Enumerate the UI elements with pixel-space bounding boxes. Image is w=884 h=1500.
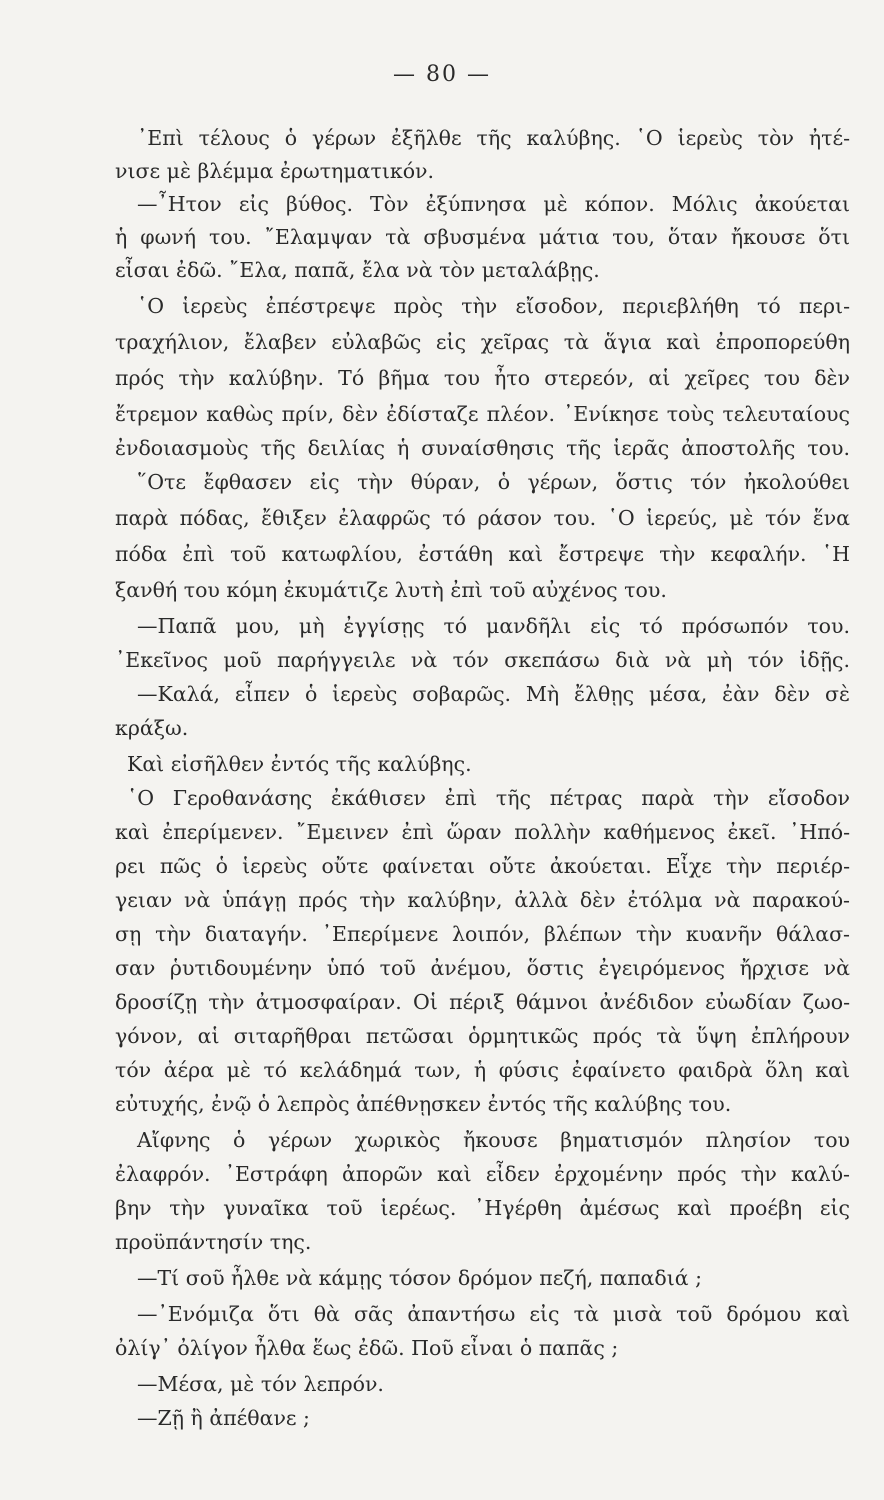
text-line: Καὶ εἰσῆλθεν ἐντός τῆς καλύβης. [127, 752, 472, 776]
text-line: καὶ ἐπερίμενεν. ῎Εμεινεν ἐπὶ ὥραν πολλὴν καθήμενος ἐκεῖ. ᾿Ηπό- [115, 820, 850, 844]
text-line: ὀλίγ᾿ ὀλίγον ἦλθα ἕως ἐδῶ. Ποῦ εἶναι ὁ παπᾶς ; [115, 1336, 619, 1360]
text-line: ῞Οτε ἔφθασεν εἰς τὴν θύραν, ὁ γέρων, ὅστις τόν ἠκολούθει [137, 470, 850, 494]
text-line: παρὰ πόδας, ἔθιξεν ἐλαφρῶς τό ράσον του. ῾Ο ἱερεύς, μὲ τόν ἕνα [115, 506, 850, 530]
text-line: ἐλαφρόν. ᾿Εστράφη ἀπορῶν καὶ εἶδεν ἐρχομένην πρός τὴν καλύ- [115, 1162, 850, 1186]
text-line: ξανθή του κόμη ἐκυμάτιζε λυτὴ ἐπὶ τοῦ αὐχένος του. [115, 578, 667, 602]
page-number: — 80 — [393, 62, 491, 87]
text-line: τραχήλιον, ἔλαβεν εὐλαβῶς εἰς χεῖρας τὰ ἅγια καὶ ἐπροπορεύθη [115, 330, 850, 354]
text-line: σῃ τὴν διαταγήν. ᾿Επερίμενε λοιπόν, βλέπων τὴν κυανῆν θάλασ- [115, 922, 850, 946]
text-line: γειαν νὰ ὑπάγῃ πρός τὴν καλύβην, ἀλλὰ δὲν ἐτόλμα νὰ παρακού- [115, 888, 850, 912]
text-line: πρός τὴν καλύβην. Τό βῆμα του ἦτο στερεόν, αἱ χεῖρες του δὲν [115, 366, 850, 390]
text-line: —᾿Ενόμιζα ὅτι θὰ σᾶς ἀπαντήσω εἰς τὰ μισὰ τοῦ δρόμου καὶ [137, 1302, 850, 1326]
text-line: ῾Ο Γεροθανάσης ἐκάθισεν ἐπὶ τῆς πέτρας παρὰ τὴν εἴσοδον [127, 786, 850, 810]
text-line: ᾿Επὶ τέλους ὁ γέρων ἐξῆλθε τῆς καλύβης. ῾Ο ἱερεὺς τὸν ἠτέ- [137, 126, 850, 150]
text-line: ῾Ο ἱερεὺς ἐπέστρεψε πρὸς τὴν εἴσοδον, περιεβλήθη τό περι- [137, 294, 850, 318]
text-line: κράξω. [115, 716, 189, 740]
text-line: —Παπᾶ μου, μὴ ἐγγίσῃς τό μανδῆλι εἰς τό πρόσωπόν του. [137, 614, 850, 638]
text-line: ἐνδοιασμοὺς τῆς δειλίας ἡ συναίσθησις τῆς ἱερᾶς ἀποστολῆς του. [115, 436, 850, 460]
text-line: Αἴφνης ὁ γέρων χωρικὸς ἤκουσε βηματισμόν πλησίον του [137, 1128, 850, 1152]
text-line: —Τί σοῦ ἦλθε νὰ κάμῃς τόσον δρόμον πεζή, παπαδιά ; [137, 1266, 703, 1290]
text-line: εὐτυχής, ἐνῷ ὁ λεπρὸς ἀπέθνῃσκεν ἐντός τῆς καλύβης του. [115, 1092, 732, 1116]
text-line: —Μέσα, μὲ τόν λεπρόν. [137, 1372, 384, 1396]
text-line: —Ζῇ ἢ ἀπέθανε ; [137, 1406, 310, 1430]
text-line: πόδα ἐπὶ τοῦ κατωφλίου, ἐστάθη καὶ ἔστρεψε τὴν κεφαλήν. ῾Η [115, 542, 850, 566]
text-line: ἔτρεμον καθὼς πρίν, δὲν ἐδίσταζε πλέον. ᾿Ενίκησε τοὺς τελευταίους [115, 402, 850, 426]
text-line: —῏Ητον εἰς βύθος. Τὸν ἐξύπνησα μὲ κόπον. Μόλις ἀκούεται [137, 192, 850, 216]
text-line: σαν ῥυτιδουμένην ὑπό τοῦ ἀνέμου, ὅστις ἐγειρόμενος ἤρχισε νὰ [115, 956, 850, 980]
text-line: —Καλά, εἶπεν ὁ ἱερεὺς σοβαρῶς. Μὴ ἔλθῃς μέσα, ἐὰν δὲν σὲ [137, 682, 850, 706]
text-line: ρει πῶς ὁ ἱερεὺς οὔτε φαίνεται οὔτε ἀκούεται. Εἶχε τὴν περιέρ- [115, 854, 850, 878]
text-line: γόνον, αἱ σιταρῆθραι πετῶσαι ὁρμητικῶς πρός τὰ ὕψη ἐπλήρουν [115, 1024, 850, 1048]
text-line: ᾿Εκεῖνος μοῦ παρήγγειλε νὰ τόν σκεπάσω διὰ νὰ μὴ τόν ἰδῇς. [115, 648, 850, 672]
text-line: τόν ἀέρα μὲ τό κελάδημά των, ἡ φύσις ἐφαίνετο φαιδρὰ ὅλη καὶ [115, 1058, 850, 1082]
text-line: ἡ φωνή του. ῎Ελαμψαν τὰ σβυσμένα μάτια του, ὅταν ἤκουσε ὅτι [115, 225, 850, 249]
text-line: νισε μὲ βλέμμα ἐρωτηματικόν. [115, 159, 435, 183]
text-line: προϋπάντησίν της. [115, 1230, 312, 1254]
text-line: βην τὴν γυναῖκα τοῦ ἱερέως. ᾿Ηγέρθη ἀμέσως καὶ προέβη εἰς [115, 1196, 850, 1220]
text-line: εἶσαι ἐδῶ. ῎Ελα, παπᾶ, ἔλα νὰ τὸν μεταλάβῃς. [115, 258, 600, 282]
text-line: δροσίζῃ τὴν ἀτμοσφαίραν. Οἱ πέριξ θάμνοι ἀνέδιδον εὐωδίαν ζωο- [115, 990, 850, 1014]
